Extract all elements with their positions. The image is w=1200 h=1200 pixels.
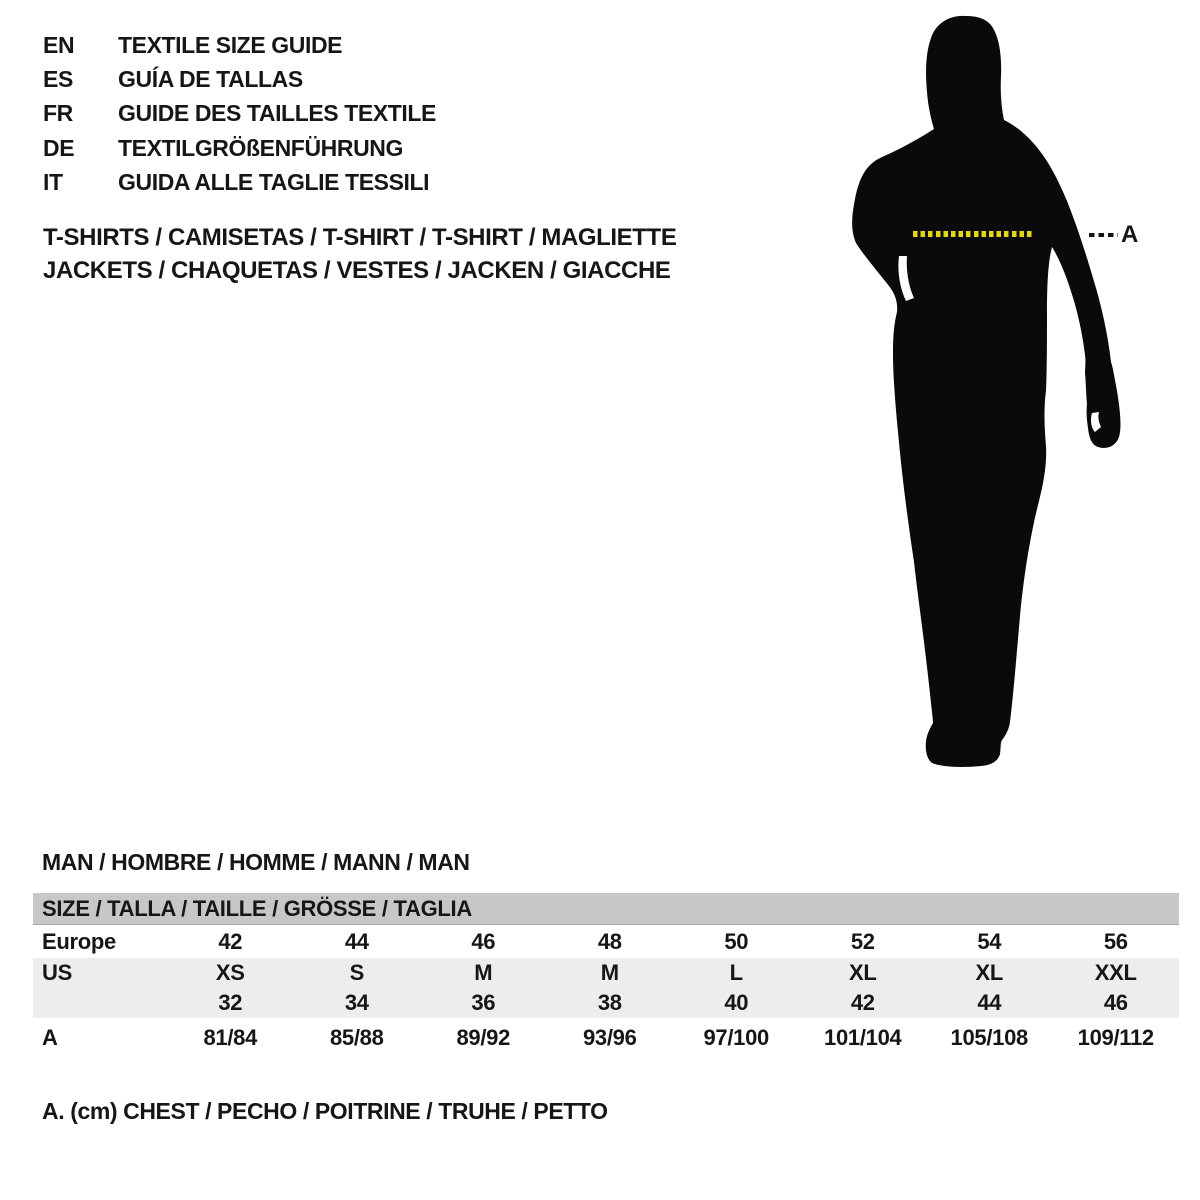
size-cell: 42 xyxy=(218,928,243,954)
size-cell: L xyxy=(729,960,743,985)
table-row-us xyxy=(33,958,1179,988)
size-cell: 97/100 xyxy=(703,1025,769,1050)
category-jackets: JACKETS / CHAQUETAS / VESTES / JACKEN / GIACCHE xyxy=(43,256,671,284)
size-cell: 54 xyxy=(977,928,1002,954)
size-cell: 85/88 xyxy=(329,1025,384,1050)
size-cell: 46 xyxy=(1103,990,1128,1015)
table-row-numeric xyxy=(33,988,1179,1018)
language-code: ES xyxy=(43,65,73,92)
measure-a-dash-line xyxy=(1089,233,1118,237)
size-cell: 48 xyxy=(597,928,622,954)
language-title: GUIDE DES TAILLES TEXTILE xyxy=(118,100,436,127)
size-cell: 44 xyxy=(344,928,369,954)
table-row-chest-a xyxy=(33,1018,1179,1058)
language-title: GUIDA ALLE TAGLIE TESSILI xyxy=(118,168,430,195)
size-cell: 46 xyxy=(471,928,496,954)
man-silhouette-path xyxy=(852,16,1120,767)
size-cell: 44 xyxy=(977,990,1002,1015)
table-band xyxy=(33,958,1179,1018)
language-row-it xyxy=(43,165,436,199)
size-cell: 81/84 xyxy=(203,1025,258,1050)
size-cell: M xyxy=(474,960,493,985)
language-title: TEXTILGRÖßENFÜHRUNG xyxy=(118,134,403,161)
size-cell: M xyxy=(600,960,619,985)
language-row-en xyxy=(43,28,436,62)
size-cell: 36 xyxy=(471,990,496,1015)
language-title: TEXTILE SIZE GUIDE xyxy=(118,31,343,58)
size-table xyxy=(33,893,1179,1058)
size-cell: 52 xyxy=(850,928,875,954)
language-code: IT xyxy=(43,168,63,195)
language-row-es xyxy=(43,62,436,96)
size-cell: 93/96 xyxy=(582,1025,637,1050)
size-cell: 42 xyxy=(850,990,875,1015)
language-title: GUÍA DE TALLAS xyxy=(118,65,303,92)
language-code: EN xyxy=(43,31,75,58)
category-lines xyxy=(43,222,676,287)
row-label: Europe xyxy=(42,928,116,954)
man-silhouette-figure xyxy=(820,0,1200,790)
size-cell: 89/92 xyxy=(456,1025,511,1050)
language-row-de xyxy=(43,131,436,165)
size-cell: 101/104 xyxy=(824,1025,902,1050)
language-code: DE xyxy=(43,134,75,161)
row-label: A xyxy=(42,1025,58,1050)
measurement-footnote: A. (cm) CHEST / PECHO / POITRINE / TRUHE / PETTO xyxy=(42,1098,608,1124)
language-list xyxy=(43,28,436,199)
size-cell: 105/108 xyxy=(950,1025,1028,1050)
size-cell: XL xyxy=(975,960,1003,985)
row-label: US xyxy=(42,960,72,985)
size-cell: S xyxy=(349,960,364,985)
language-row-fr xyxy=(43,97,436,131)
size-cell: XS xyxy=(215,960,245,985)
size-cell: 38 xyxy=(597,990,622,1015)
size-cell: XL xyxy=(848,960,877,985)
size-cell: XXL xyxy=(1094,960,1137,985)
measure-a-label: A xyxy=(1121,221,1139,248)
category-tshirts: T-SHIRTS / CAMISETAS / T-SHIRT / T-SHIRT / MAGLIETTE xyxy=(43,224,677,251)
chest-measure-dotted-line xyxy=(913,231,1032,237)
size-cell: 40 xyxy=(724,990,749,1015)
section-title-man: MAN / HOMBRE / HOMME / MANN / MAN xyxy=(42,849,470,875)
size-cell: 32 xyxy=(218,990,243,1015)
language-code: FR xyxy=(43,100,73,127)
size-cell: 34 xyxy=(344,990,369,1015)
table-row-europe xyxy=(33,925,1179,958)
size-cell: 56 xyxy=(1103,928,1128,954)
size-cell: 109/112 xyxy=(1077,1025,1154,1050)
size-table-header: SIZE / TALLA / TAILLE / GRÖSSE / TAGLIA xyxy=(33,893,1179,925)
size-cell: 50 xyxy=(724,928,749,954)
